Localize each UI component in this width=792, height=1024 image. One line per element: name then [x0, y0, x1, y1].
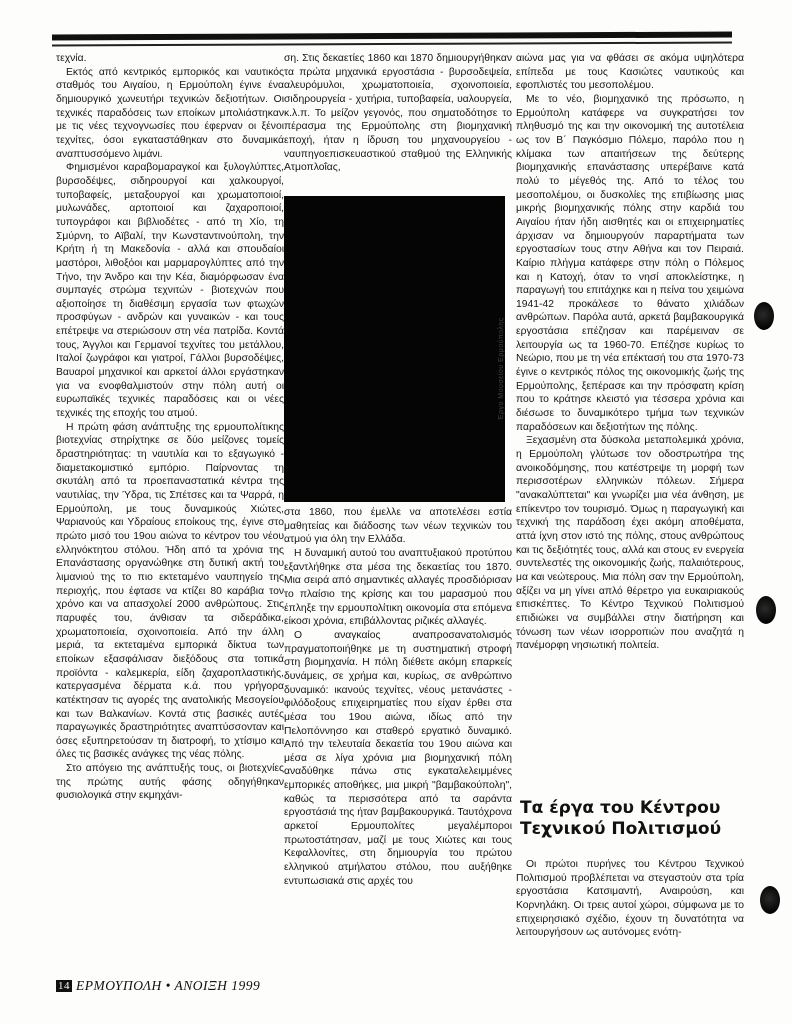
paragraph: Με το νέο, βιομηχανικό της πρόσωπο, η Ερμούπολη κατάφερε να συγκρατήσει τον πληθυσμό της και την οικονομική της αυτοτέλεια ως τον Β΄ Παγκόσμιο Πόλεμο, παρόλο που η κλίμακα των απαιτήσεων της δεύτερης βιομηχανικής επανάστασης υπερέβαινε κατά πολύ το μέγεθός της. Από το τέλος του μεσοπολέμου, οι δυσκολίες της επιβίωσης μιας μικρής βιομηχανικής πόλης στην καρδιά του Αιγαίου ήταν ήδη αισθητές και οι επιχειρηματίες άρχισαν να δημιουργούν παραρτήματα των εργοστασίων τους στην Αθήνα και τον Πειραιά. Καίριο πλήγμα κατάφερε στην πόλη ο Πόλεμος και η Κατοχή, όταν το νησί αποκλείστηκε, η παραγωγή του επιτάχηκε και η πείνα του χειμώνα 1941-42 προκάλεσε το θάνατο χιλιάδων ανθρώπων. Παρόλα αυτά, αρκετά βαμβακουργικά εργοστάσια επέζησαν και παρέμειναν σε λειτουργία ως τα 1960-70. Επέζησε κυρίως το Νεώριο, που με τη νέα επέκτασή του στα 1970-73 έγινε ο κεντρικός πόλος της οικονομικής ζωής της Ερμούπολης, ξεπέρασε και την πρόσφατη κρίση που το κράτησε κλειστό για τέσσερα χρόνια και διέσωσε το δυναμικότερο τμήμα των τεχνικών παραδόσεων και δεξιοτήτων της πόλης. [516, 93, 744, 433]
article-column-3-after-heading [516, 858, 744, 940]
paragraph: Ο αναγκαίος αναπροσανατολισμός πραγματοποιήθηκε με τη συστηματική στροφή στη βιομηχανία. Η πόλη διέθετε ακόμη επαρκείς δυνάμεις, σε χρήμα και, κυρίως, σε ανθρώπινο δυναμικό: ικανούς τεχνίτες, νέους μετανάστες - φιλόδοξους επιχειρηματίες που είχαν έρθει στα μέσα του 19ου αιώνα, ιδίως από την Πελοπόννησο και σταθερό εργατικό δυναμικό. Από την τελευταία δεκαετία του 19ου αιώνα και μέσα σε λίγα χρόνια μια βιομηχανική πόλη αναδύθηκε πάνω στις εγκαταλελειμμένες εμπορικές αποθήκες, μια μικρή "βαμβακούπολη", καθώς τα περισσότερα από τα σαράντα εργοστάσιά της ήταν βαμβακουργικά. Ταυτόχρονα αρκετοί Ερμουπολίτες μεγαλέμποροι πρωτοστάτησαν, μαζί με τους Χιώτες και τους Κεφαλλονίτες, στη δημιουργία του πρώτου ελληνικού ατμήλατου στόλου, που αυξήθηκε εντυπωσιακά στις αρχές του [284, 629, 512, 887]
header-rule-thin [52, 42, 732, 47]
article-column-1 [56, 52, 284, 803]
paragraph: Φημισμένοι καραβομαραγκοί και ξυλογλύπτες, βυρσοδέψες, σιδηρουργοί και χαλκουργοί, τυποβαφείς, μεταξουργοί και χρωματοποιοί, μυλωνάδες, αρτοποιοί και ζαχαροποιοί, τυπογράφοι και βιβλιοδέτες - από τη Χίο, τη Σμύρνη, το Αϊβαλί, την Κωνσταντινούπολη, την Κρήτη ή τη Μακεδονία - αλλά και σπουδαίοι μαστόροι, λιθοξόοι και μαρμαρογλύπτες από την Τήνο, την Άνδρο και την Κέα, διαμόρφωσαν ένα συμπαγές στρώμα τεχνιτών - βιοτεχνών που αξιοποίησε τη διαθέσιμη εργασία των φτωχών προσφύγων - ανδρών και γυναικών - και τους επέτρεψε να στεριώσουν στη νέα πατρίδα. Κοντά τους, Άγγλοι και Γερμανοί τεχνίτες του μετάλλου, Ιταλοί ζωγράφοι και γιατροί, Γάλλοι βυρσοδέψες, Βαυαροί μηχανικοί και αρκετοί άλλοι εργάστηκαν για να ενοφθαλμιστούν στην πόλη αυτή οι ευρωπαϊκές τεχνικές παραδόσεις και οι νέες τεχνικές της εποχής του ατμού. [56, 162, 284, 420]
paragraph: Οι πρώτοι πυρήνες του Κέντρου Τεχνικού Πολιτισμού προβλέπεται να στεγαστούν στα τρία εργοστάσια Κατσιμαντή, Αναιρούση, και Κορνηλάκη. Οι τρεις αυτοί χώροι, σύμφωνα με το επιχειρησιακό σχέδιο, έχουν τη δυνατότητα να λειτουργήσουν ως αυτόνομες ενότη- [516, 859, 744, 939]
paragraph: στα 1860, που έμελλε να αποτελέσει εστία μαθητείας και διάδοσης των νέων τεχνικών του ατμού για όλη την Ελλάδα. [284, 507, 512, 546]
paragraph: Εκτός από κεντρικός εμπορικός και ναυτικός σταθμός του Αιγαίου, η Ερμούπολη έγινε ένα δημιουργικό χωνευτήρι τεχνικών δεξιοτήτων. Οι τεχνικές παραδόσεις των εποίκων μπολιάστηκαν με τις νέες τεχνογνωσίες που έφερναν οι ξένοι τεχνίτες, όσοι εγκαταστάθηκαν στο δυναμικά αναπτυσσόμενο λιμάνι. [56, 66, 284, 160]
paragraph: Ξεχασμένη στα δύσκολα μεταπολεμικά χρόνια, η Ερμούπολη γλύτωσε τον οδοστρωτήρα της ανοικοδόμησης, που κατέστρεψε τη μορφή των περισσοτέρων ελληνικών πόλεων. Σήμερα "ανακαλύπτεται" και γνωρίζει μια νέα άνθηση, με επίκεντρο τον τουρισμό. Όμως η παραγωγική και τεχνική της παράδοση έχει ακόμη αποθέματα, αττά ίχνη στον ιστό της πόλης, στους ανθρώπους και τις δεξιότητές τους, αλλά και στους εν ενεργεία συντελεστές της οικονομικής ζωής, παλαιότερους, μα και νεώτερους. Μια πόλη σαν την Ερμούπολη, αξίζει να μη γίνει απλό θέρετρο για ευκαιριακούς επισκέπτες. Το Κέντρο Τεχνικού Πολιτισμού επιδιώκει να συμβάλλει στην διατήρηση και τόνωση των νέων ισορροπιών που αναζητά η πανέμορφη νησιωτική πολιτεία. [516, 435, 744, 652]
article-column-2-bottom [284, 506, 512, 888]
redacted-photo [284, 196, 505, 502]
publication-title: ΕΡΜΟΥΠΟΛΗ • ΑΝΟΙΞΗ 1999 [76, 978, 261, 993]
page-footer [56, 978, 260, 994]
paragraph: Η δυναμική αυτού του αναπτυξιακού προτύπου εξαντλήθηκε στα μέσα της δεκαετίας του 1870. Μια σειρά από σημαντικές αλλαγές προσδιόρισαν το πλαίσιο της κρίσης και του μαρασμού που έπληξε την ερμουπολίτικη οικονομία στα επόμενα είκοσι χρόνια, επιβάλλοντας ριζικές αλλαγές. [284, 547, 512, 628]
header-rule [52, 32, 732, 41]
article-column-2-top [284, 52, 512, 175]
page-number: 14 [58, 980, 70, 992]
photo-credit: Έργο Μουσείου Ερμούπολης [498, 317, 505, 420]
binder-hole [760, 886, 780, 914]
paragraph: Η πρώτη φάση ανάπτυξης της ερμουπολίτικης βιοτεχνίας στηρίχτηκε σε δύο μείζονες τομείς δραστηριότητας: τη ναυτιλία και το εξαγωγικό - διαμετακομιστικό εμπόριο. Παίρνοντας τη σκυτάλη από τα προεπαναστατικά κέντρα της ναυτιλίας, την Ύδρα, τις Σπέτσες και τα Ψαρρά, η Ερμούπολη, με τους δυναμικούς Χιώτες, Ψαριανούς και Υδραίους εποίκους της, έγινε στο πρώτο μισό του 19ου αιώνα το κέντρον του νέου ελληνόκτητου στόλου. Ήδη από τα χρόνια της Επανάστασης οργανώθηκε στη δυτική ακτή του λιμανιού της το πιο εκτεταμένο ναυπηγείο της περιοχής, που έφτασε να κτίζει 80 καράβια τον χρόνο και να απασχολεί 2000 ανθρώπους. Στις παρυφές του, άνθισαν τα σιδεράδικα, χρωματοποιεία, σχοινοποιεία. Από την άλλη μεριά, τα εκτεταμένα εμπορικά δίκτυα των εποίκων εξασφάλισαν διεξόδους στα τοπικά προϊόντα - καλεμκερία, είδη ζαχαροπλαστικής, κατεργασμένα δέρματα κ.ά. που γρήγορα κατέκτησαν τις αγορές της ανατολικής Μεσογείου και των Βαλκανίων. Κοντά στις βασικές αυτές παραγωγικές δραστηριότητες αναπτύσσονταν και όσες εξυπηρετούσαν τη διατροφή, το χτίσιμο και όλες τις βασικές ανάγκες της νέας πόλης. [56, 421, 284, 761]
binder-hole [756, 596, 776, 624]
article-column-3 [516, 52, 744, 653]
binder-hole [754, 302, 774, 330]
section-heading: Τα έργα του Κέντρου Τεχνικού Πολιτισμού [520, 798, 722, 839]
paragraph: αιώνα μας για να φθάσει σε ακόμα υψηλότερα επίπεδα με τους Κασιώτες ναυτικούς και εφοπλιστές του μεσοπολέμου. [516, 53, 744, 92]
paragraph: τεχνία. [56, 53, 87, 64]
paragraph: ση. Στις δεκαετίες 1860 και 1870 δημιουργήθηκαν τα πρώτα μηχανικά εργοστάσια - βυρσοδεψεία, αλευρόμυλοι, χρωματοποιεία, σχοινοποιεία, σιδηρουργεία - χυτήρια, τυποβαφεία, υαλουργεία, κ.λ.π. Το μείζον γεγονός, που σηματοδότησε το πέρασμα της Ερμούπολης στη βιομηχανική εποχή, ήταν η ίδρυση του μηχανουργείου - ναυπηγοεπισκευαστικού σταθμού της Ελληνικής Ατμοπλοΐας, [284, 53, 512, 174]
paragraph: Στο απόγειο της ανάπτυξής τους, οι βιοτεχνίες της πρώτης αυτής φάσης οδηγήθηκαν φυσιολογικά στην εκμηχάνι- [56, 763, 284, 802]
